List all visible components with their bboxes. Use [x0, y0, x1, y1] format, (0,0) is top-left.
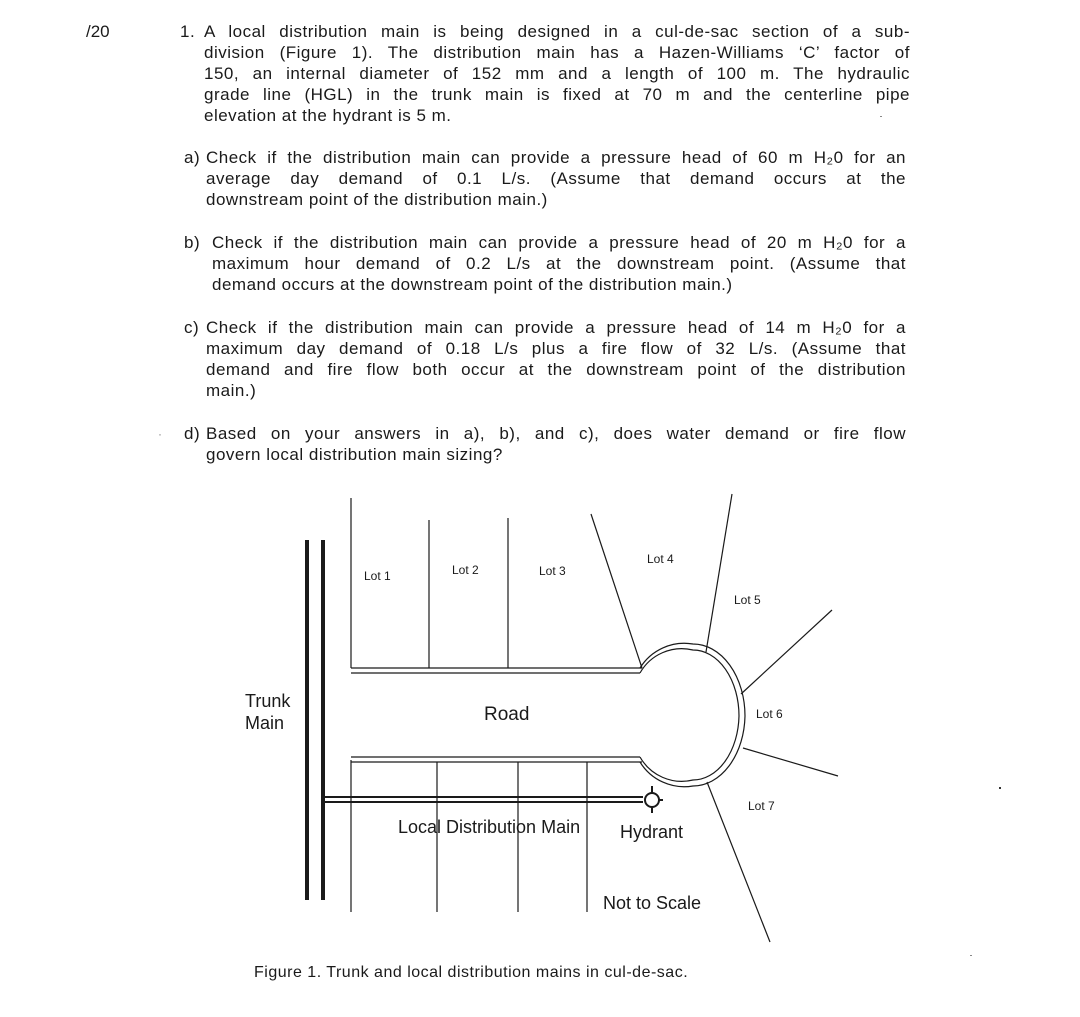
road-label: Road: [484, 704, 530, 725]
lot-line: [591, 514, 642, 668]
lot-5-label: Lot 5: [734, 593, 761, 607]
lot-6-label: Lot 6: [756, 707, 783, 721]
part-d-label: d): [184, 424, 201, 443]
part-b-line: Check if the distribution main can provide a pressure head of 20 m H₂0 for a: [212, 233, 906, 252]
question-line: A local distribution main is being designed in a cul-de-sac section of a sub-: [204, 22, 910, 41]
lot-line: [741, 610, 832, 694]
question-line: elevation at the hydrant is 5 m.: [204, 106, 452, 125]
lot-2-label: Lot 2: [452, 563, 479, 577]
hydrant-label: Hydrant: [620, 822, 684, 842]
lot-4-label: Lot 4: [647, 552, 674, 566]
part-a-line: average day demand of 0.1 L/s. (Assume that demand occurs at the: [206, 169, 906, 188]
part-b-line: maximum hour demand of 0.2 L/s at the downstream point. (Assume that: [212, 254, 906, 273]
cul-de-sac-inner: [640, 649, 739, 782]
lot-line: [706, 494, 732, 652]
trunk-label-line: Main: [245, 713, 285, 733]
lot-3-label: Lot 3: [539, 564, 566, 578]
part-c-line: main.): [206, 381, 257, 400]
cul-de-sac-outer: [640, 643, 745, 786]
part-a-line: Check if the distribution main can provide a pressure head of 60 m H₂0 for an: [206, 148, 906, 167]
part-c-line: demand and fire flow both occur at the downstream point of the distribution: [206, 360, 906, 379]
part-c-line: maximum day demand of 0.18 L/s plus a fire flow of 32 L/s. (Assume that: [206, 339, 906, 358]
hydrant-symbol: [645, 793, 659, 807]
question-line: grade line (HGL) in the trunk main is fixed at 70 m and the centerline pipe: [204, 85, 910, 104]
part-a-line: downstream point of the distribution main.): [206, 190, 548, 209]
lot-1-label: Lot 1: [364, 569, 391, 583]
distribution-main-label: Local Distribution Main: [398, 817, 581, 837]
question-line: division (Figure 1). The distribution main has a Hazen-Williams ‘C’ factor of: [204, 43, 910, 62]
part-d-line: govern local distribution main sizing?: [206, 445, 503, 464]
lot-line: [743, 748, 838, 776]
part-c-label: c): [184, 318, 200, 337]
question-number: 1.: [180, 22, 196, 41]
lot-7-label: Lot 7: [748, 799, 775, 813]
figure-caption: Figure 1. Trunk and local distribution mains in cul-de-sac.: [254, 964, 689, 981]
part-a-label: a): [184, 148, 201, 167]
trunk-label-line: Trunk: [245, 691, 291, 711]
trunk-main-label: [245, 690, 290, 734]
question-mark-value: /20: [86, 22, 110, 41]
part-c-line: Check if the distribution main can provide a pressure head of 14 m H₂0 for a: [206, 318, 906, 337]
part-b-label: b): [184, 233, 201, 252]
part-b-line: demand occurs at the downstream point of the distribution main.): [212, 275, 733, 294]
part-d-line: Based on your answers in a), b), and c), does water demand or fire flow: [206, 424, 906, 443]
not-to-scale-label: Not to Scale: [603, 893, 702, 913]
question-line: 150, an internal diameter of 152 mm and a length of 100 m. The hydraulic: [204, 64, 910, 83]
margin-dot: ·: [158, 427, 162, 441]
